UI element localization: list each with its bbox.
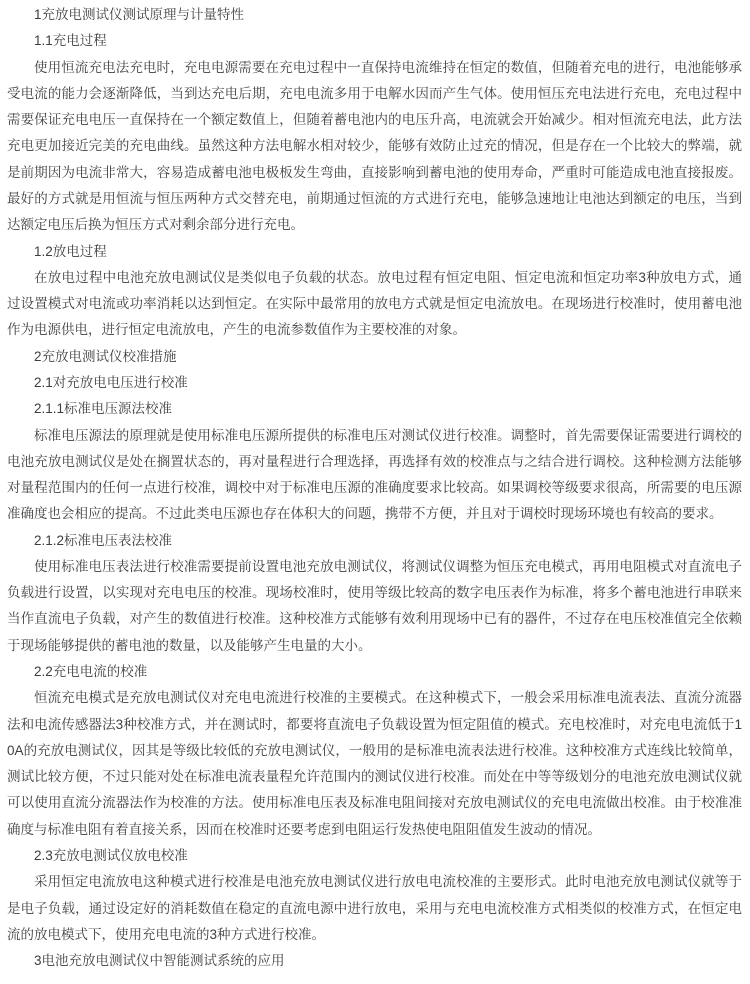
subsection-heading: 2.2充电电流的校准 <box>34 664 148 680</box>
article-paragraph: 使用标准电压表法进行校准需要提前设置电池充放电测试仪，将测试仪调整为恒压充电模式，再用电阻模式对直流电子负载进行设置，以实现对充电电压的校准。现场校准时，使用等级比较高的数字电压表作为标准，将多个蓄电池进行串联来当作直流电子负载，对产生的数值进行校准。这种校准方式能够有效利用现场中已有的器件，不过存在电压校准值完全依赖于现场能够提供的蓄电池的数量，以及能够产生电量的大小。 <box>7 558 742 653</box>
subsection-heading: 1.1充电过程 <box>34 33 107 49</box>
article-paragraph: 使用恒流充电法充电时，充电电源需要在充电过程中一直保持电流维持在恒定的数值，但随着充电的进行，电池能够承受电流的能力会逐渐降低，当到达充电后期，充电电流多用于电解水因而产生气体。使用恒压充电法进行充电，充电过程中需要保证充电电压一直保持在一个额定数值上，但随着蓄电池内的电压升高，电流就会开始减少。相对恒流充电法，此方法充电更加接近完美的充电曲线。虽然这种方法电解水相对较少，能够有效防止过充的情况，但是存在一个比较大的弊端，就是前期因为电流非常大，容易造成蓄电池电极板发生弯曲，直接影响到蓄电池的使用寿命，严重时可能造成电池直接报废。最好的方式就是用恒流与恒压两种方式交替充电，前期通过恒流的方式进行充电，能够急速地让电池达到额定的电压，当到达额定电压后换为恒压方式对剩余部分进行充电。 <box>7 59 742 233</box>
subsection-heading: 2.1.1标准电压源法校准 <box>34 401 173 417</box>
article-paragraph: 在放电过程中电池充放电测试仪是类似电子负载的状态。放电过程有恒定电阻、恒定电流和恒定功率3种放电方式，通过设置模式对电流或功率消耗以达到恒定。在实际中最常用的放电方式就是恒定电流放电。在现场进行校准时，使用蓄电池作为电源供电，进行恒定电流放电，产生的电流参数值作为主要校准的对象。 <box>7 269 742 338</box>
subsection-heading: 2.1对充放电电压进行校准 <box>34 374 188 390</box>
section-heading: 2充放电测试仪校准措施 <box>34 348 177 364</box>
section-heading: 3电池充放电测试仪中智能测试系统的应用 <box>34 953 285 969</box>
subsection-heading: 2.1.2标准电压表法校准 <box>34 532 173 548</box>
section-heading: 1充放电测试仪测试原理与计量特性 <box>34 7 245 22</box>
subsection-heading: 1.2放电过程 <box>34 243 107 259</box>
article-paragraph: 恒流充电模式是充放电测试仪对充电电流进行校准的主要模式。在这种模式下，一般会采用标准电流表法、直流分流器法和电流传感器法3种校准方式，并在测试时，都要将直流电子负载设置为恒定阻值的模式。充电校准时，对充电电流低于10A的充放电测试仪，因其是等级比较低的充放电测试仪，一般用的是标准电流表法进行校准。这种校准方式连线比较简单，测试比较方便，不过只能对处在标准电流表量程允许范围内的测试仪进行校准。而处在中等等级划分的电池充放电测试仪就可以使用直流分流器法作为校准的方法。使用标准电压表及标准电阻间接对充放电测试仪的充电电流做出校准。由于校准准确度与标准电阻有着直接关系，因而在校准时还要考虑到电阻运行发热使电阻阻值发生波动的情况。 <box>7 690 742 837</box>
subsection-heading: 2.3充放电测试仪放电校准 <box>34 848 188 863</box>
article-paragraph: 采用恒定电流放电这种模式进行校准是电池充放电测试仪进行放电电流校准的主要形式。此时电池充放电测试仪就等于是电子负载，通过设定好的消耗数值在稳定的直流电源中进行放电，采用与充电电流校准方式相类似的校准方式，在恒定电流的放电模式下，使用充电电流的3种方式进行校准。 <box>7 874 742 942</box>
article-paragraph: 标准电压源法的原理就是使用标准电压源所提供的标准电压对测试仪进行校准。调整时，首先需要保证需要进行调校的电池充放电测试仪是处在搁置状态的，再对量程进行合理选择，再选择有效的校准点与之结合进行调校。这种检测方法能够对量程范围内的任何一点进行校准，调校中对于标准电压源的准确度要求比较高。如果调校等级要求很高，所需要的电压源准确度也会相应的提高。不过此类电压源也存在体积大的问题，携带不方便，并且对于调校时现场环境也有较高的要求。 <box>7 427 742 522</box>
